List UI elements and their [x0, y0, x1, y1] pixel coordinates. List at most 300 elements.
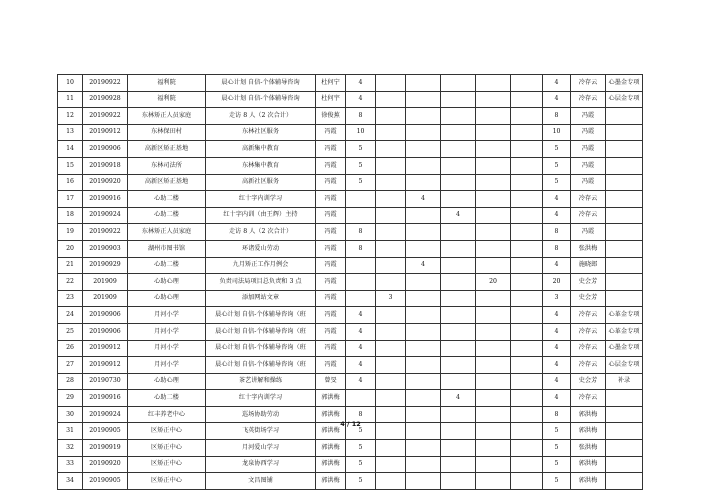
- table-cell: 15: [58, 157, 83, 174]
- table-cell: 郭洪梅: [571, 406, 606, 423]
- table-cell: [511, 141, 543, 158]
- table-cell: 冯霞: [316, 340, 346, 357]
- table-cell: 冷存云: [571, 357, 606, 374]
- table-cell: [476, 124, 511, 141]
- table-cell: 4: [406, 191, 441, 208]
- table-cell: 8: [543, 108, 571, 125]
- table-cell: 20190912: [83, 124, 128, 141]
- table-cell: 4: [346, 340, 376, 357]
- table-cell: 冷存云: [571, 91, 606, 108]
- table-cell: 施晓郎: [571, 257, 606, 274]
- table-cell: [346, 257, 376, 274]
- table-cell: [476, 390, 511, 407]
- table-cell: 20190922: [83, 224, 128, 241]
- table-cell: 高新区矫正基地: [128, 174, 206, 191]
- table-row: [58, 323, 643, 340]
- table-cell: 20190919: [83, 440, 128, 457]
- table-row: [58, 340, 643, 357]
- table-cell: [606, 440, 643, 457]
- table-cell: 晨心计划 自信-个体辅导咨询（班: [206, 340, 316, 357]
- table-cell: 20190912: [83, 357, 128, 374]
- table-row: [58, 224, 643, 241]
- table-cell: 郭洪梅: [316, 473, 346, 490]
- table-cell: [511, 224, 543, 241]
- table-cell: 冯霞: [316, 240, 346, 257]
- table-cell: [606, 274, 643, 291]
- table-cell: 20190906: [83, 323, 128, 340]
- table-cell: 红丰养老中心: [128, 406, 206, 423]
- table-cell: [476, 224, 511, 241]
- table-cell: [476, 357, 511, 374]
- table-cell: 11: [58, 91, 83, 108]
- table-cell: 郭洪梅: [571, 456, 606, 473]
- table-cell: [606, 290, 643, 307]
- table-cell: [376, 390, 406, 407]
- table-cell: 3: [543, 290, 571, 307]
- table-cell: [441, 108, 476, 125]
- table-cell: 晨心计划 自信-个体辅导咨询: [206, 75, 316, 92]
- table-cell: [476, 207, 511, 224]
- table-cell: 冯霞: [316, 290, 346, 307]
- table-row: [58, 91, 643, 108]
- table-row: [58, 108, 643, 125]
- table-row: [58, 290, 643, 307]
- table-cell: [406, 240, 441, 257]
- table-cell: [406, 307, 441, 324]
- table-cell: 心层金专项: [606, 357, 643, 374]
- table-cell: 负责司法局项目总负责和 3 点: [206, 274, 316, 291]
- table-cell: 30: [58, 406, 83, 423]
- table-cell: [376, 357, 406, 374]
- table-cell: 20190905: [83, 423, 128, 440]
- table-cell: 冷存云: [571, 323, 606, 340]
- table-cell: [476, 373, 511, 390]
- table-cell: 8: [543, 224, 571, 241]
- table-cell: [441, 456, 476, 473]
- table-cell: 郭洪梅: [316, 423, 346, 440]
- table-cell: 东林矫正人员家庭: [128, 224, 206, 241]
- table-cell: 20190906: [83, 141, 128, 158]
- table-cell: [441, 240, 476, 257]
- table-cell: [406, 124, 441, 141]
- table-cell: [511, 357, 543, 374]
- table-cell: 5: [346, 423, 376, 440]
- table-cell: 东林社区服务: [206, 124, 316, 141]
- table-cell: 东林集中教育: [206, 157, 316, 174]
- table-cell: 茶艺讲解和操练: [206, 373, 316, 390]
- table-cell: 19: [58, 224, 83, 241]
- table-cell: 26: [58, 340, 83, 357]
- table-cell: 4: [543, 390, 571, 407]
- table-cell: 5: [543, 456, 571, 473]
- table-cell: 冷存云: [571, 191, 606, 208]
- table-row: [58, 274, 643, 291]
- table-cell: [511, 207, 543, 224]
- table-cell: 郭洪梅: [571, 473, 606, 490]
- table-cell: 4: [543, 373, 571, 390]
- table-cell: 龙泉协西学习: [206, 456, 316, 473]
- table-cell: 4: [346, 323, 376, 340]
- table-cell: 5: [543, 423, 571, 440]
- table-cell: 20190916: [83, 191, 128, 208]
- table-cell: [441, 357, 476, 374]
- table-cell: 22: [58, 274, 83, 291]
- table-cell: 17: [58, 191, 83, 208]
- table-cell: [376, 440, 406, 457]
- table-cell: 20190924: [83, 406, 128, 423]
- table-cell: 心助二楼: [128, 191, 206, 208]
- table-row: [58, 473, 643, 490]
- table-cell: 区矫正中心: [128, 473, 206, 490]
- table-cell: [441, 274, 476, 291]
- table-cell: 201909: [83, 290, 128, 307]
- table-cell: 晨心计划 自信-个体辅导咨询（班: [206, 307, 316, 324]
- table-cell: [376, 323, 406, 340]
- table-cell: [476, 456, 511, 473]
- table-cell: [441, 290, 476, 307]
- table-cell: [441, 191, 476, 208]
- table-cell: 心墨金专项: [606, 75, 643, 92]
- table-cell: 区矫正中心: [128, 440, 206, 457]
- table-cell: 巡场协助劳动: [206, 406, 316, 423]
- table-cell: 5: [543, 174, 571, 191]
- table-cell: [511, 257, 543, 274]
- table-cell: [606, 207, 643, 224]
- table-cell: [376, 307, 406, 324]
- table-cell: [476, 191, 511, 208]
- table-cell: [441, 157, 476, 174]
- table-cell: [606, 124, 643, 141]
- table-cell: 4: [543, 257, 571, 274]
- table-cell: [406, 390, 441, 407]
- table-cell: 冷存云: [571, 340, 606, 357]
- table-cell: 4: [543, 75, 571, 92]
- table-row: [58, 207, 643, 224]
- table-cell: [511, 473, 543, 490]
- table-cell: [476, 307, 511, 324]
- table-cell: 冷存云: [571, 207, 606, 224]
- table-cell: [441, 91, 476, 108]
- table-cell: [406, 290, 441, 307]
- table-cell: 冯霞: [316, 274, 346, 291]
- table-cell: 20190730: [83, 373, 128, 390]
- table-cell: [376, 157, 406, 174]
- table-cell: 20190918: [83, 157, 128, 174]
- table-cell: 冯霞: [316, 141, 346, 158]
- table-cell: 8: [543, 406, 571, 423]
- table-cell: 心助二楼: [128, 207, 206, 224]
- table-cell: 环诸爱山劳动: [206, 240, 316, 257]
- table-cell: 8: [346, 240, 376, 257]
- table-cell: 冯霞: [316, 307, 346, 324]
- table-cell: 20190924: [83, 207, 128, 224]
- table-cell: [441, 473, 476, 490]
- table-cell: [511, 274, 543, 291]
- table-cell: 5: [346, 157, 376, 174]
- table-cell: 20190912: [83, 340, 128, 357]
- table-cell: 冷存云: [571, 75, 606, 92]
- table-cell: 走访 8 人（2 次合计）: [206, 224, 316, 241]
- table-cell: [476, 340, 511, 357]
- table-cell: 冯霞: [571, 108, 606, 125]
- table-cell: [476, 257, 511, 274]
- table-cell: [441, 307, 476, 324]
- table-cell: 20190922: [83, 108, 128, 125]
- table-cell: 4: [441, 207, 476, 224]
- table-cell: 东林保田村: [128, 124, 206, 141]
- table-cell: [476, 91, 511, 108]
- table-cell: 33: [58, 456, 83, 473]
- table-cell: [376, 240, 406, 257]
- table-cell: [606, 240, 643, 257]
- table-cell: [376, 91, 406, 108]
- table-cell: 曾旻: [316, 373, 346, 390]
- table-cell: [376, 257, 406, 274]
- table-cell: [441, 75, 476, 92]
- table-cell: 东林矫正人员家庭: [128, 108, 206, 125]
- table-cell: 东林司法所: [128, 157, 206, 174]
- table-cell: [406, 91, 441, 108]
- table-cell: 冯霞: [571, 224, 606, 241]
- table-cell: [376, 274, 406, 291]
- table-cell: 区矫正中心: [128, 423, 206, 440]
- table-cell: [476, 108, 511, 125]
- table-row: [58, 191, 643, 208]
- table-cell: 20190920: [83, 174, 128, 191]
- table-cell: [406, 274, 441, 291]
- table-cell: 8: [346, 108, 376, 125]
- table-cell: 月河小学: [128, 323, 206, 340]
- table-cell: [476, 290, 511, 307]
- table-cell: 4: [543, 91, 571, 108]
- table-cell: [406, 157, 441, 174]
- table-cell: [441, 340, 476, 357]
- table-cell: 九月矫正工作月例会: [206, 257, 316, 274]
- table-cell: 飞英街场学习: [206, 423, 316, 440]
- table-row: [58, 357, 643, 374]
- page-number: 4 / 12: [340, 420, 361, 428]
- table-cell: 5: [346, 456, 376, 473]
- table-cell: [441, 323, 476, 340]
- table-cell: 心革金专项: [606, 307, 643, 324]
- table-cell: [406, 207, 441, 224]
- table-cell: [406, 357, 441, 374]
- table-cell: [376, 224, 406, 241]
- table-cell: [376, 473, 406, 490]
- table-cell: 红十字内训（由王辉）主持: [206, 207, 316, 224]
- table-cell: 冯霞: [316, 323, 346, 340]
- table-cell: 冷存云: [571, 390, 606, 407]
- table-cell: [511, 390, 543, 407]
- table-cell: [511, 340, 543, 357]
- table-cell: 史会芳: [571, 373, 606, 390]
- table-cell: 5: [346, 440, 376, 457]
- table-cell: [441, 124, 476, 141]
- table-cell: 4: [441, 390, 476, 407]
- table-cell: 冯霞: [316, 157, 346, 174]
- table-cell: [511, 124, 543, 141]
- table-cell: 郭洪梅: [316, 390, 346, 407]
- table-cell: 晨心计划 自信-个体辅导咨询（班: [206, 357, 316, 374]
- table-cell: [376, 75, 406, 92]
- table-cell: 冯霞: [316, 191, 346, 208]
- table-cell: 冯霞: [316, 357, 346, 374]
- table-cell: 21: [58, 257, 83, 274]
- table-cell: 4: [543, 340, 571, 357]
- table-cell: [406, 141, 441, 158]
- table-cell: 20190928: [83, 91, 128, 108]
- table-cell: [376, 373, 406, 390]
- table-cell: [346, 290, 376, 307]
- table-cell: 32: [58, 440, 83, 457]
- table-cell: 201909: [83, 274, 128, 291]
- table-cell: 心助二楼: [128, 390, 206, 407]
- table-cell: 12: [58, 108, 83, 125]
- table-cell: 27: [58, 357, 83, 374]
- table-cell: 4: [346, 91, 376, 108]
- table-cell: [346, 191, 376, 208]
- table-cell: 10: [58, 75, 83, 92]
- table-cell: 心墨金专项: [606, 340, 643, 357]
- table-cell: 张洪梅: [571, 440, 606, 457]
- table-cell: 福利院: [128, 75, 206, 92]
- table-cell: [606, 456, 643, 473]
- table-cell: 晨心计划 自信-个体辅导咨询: [206, 91, 316, 108]
- table-cell: [406, 373, 441, 390]
- table-cell: 3: [376, 290, 406, 307]
- table-cell: 冷存云: [571, 307, 606, 324]
- table-cell: 史会芳: [571, 274, 606, 291]
- table-cell: 添加网站文章: [206, 290, 316, 307]
- table-cell: 5: [543, 473, 571, 490]
- table-cell: [376, 108, 406, 125]
- table-cell: 文昌图铺: [206, 473, 316, 490]
- table-cell: [346, 274, 376, 291]
- table-cell: 冯霞: [571, 174, 606, 191]
- table-cell: 冯霞: [571, 124, 606, 141]
- table-cell: [606, 174, 643, 191]
- table-cell: 4: [346, 307, 376, 324]
- table-cell: 5: [346, 174, 376, 191]
- table-row: [58, 456, 643, 473]
- table-cell: [376, 456, 406, 473]
- table-cell: [406, 323, 441, 340]
- table-cell: [346, 207, 376, 224]
- table-cell: 10: [346, 124, 376, 141]
- table-cell: [346, 390, 376, 407]
- table-cell: 走访 8 人（2 次合计）: [206, 108, 316, 125]
- table-cell: 月河小学: [128, 340, 206, 357]
- table-cell: [476, 473, 511, 490]
- table-cell: 杜何宇: [316, 91, 346, 108]
- table-cell: 23: [58, 290, 83, 307]
- table-cell: 郭洪梅: [316, 456, 346, 473]
- table-cell: [476, 141, 511, 158]
- table-cell: 4: [406, 257, 441, 274]
- table-cell: 20: [543, 274, 571, 291]
- table-cell: [406, 174, 441, 191]
- table-cell: [476, 240, 511, 257]
- table-cell: 20190903: [83, 240, 128, 257]
- table-cell: 冯霞: [571, 141, 606, 158]
- table-cell: [511, 191, 543, 208]
- table-cell: 4: [543, 307, 571, 324]
- table-cell: [476, 75, 511, 92]
- table-row: [58, 440, 643, 457]
- table-cell: 心助心理: [128, 290, 206, 307]
- table-cell: [376, 207, 406, 224]
- table-cell: [441, 373, 476, 390]
- table-cell: 31: [58, 423, 83, 440]
- table-cell: 10: [543, 124, 571, 141]
- table-cell: 冯霞: [316, 174, 346, 191]
- table-cell: 心助心理: [128, 373, 206, 390]
- table-row: [58, 373, 643, 390]
- table-cell: 5: [543, 141, 571, 158]
- table-cell: [511, 108, 543, 125]
- table-cell: 14: [58, 141, 83, 158]
- table-cell: 20190922: [83, 75, 128, 92]
- table-cell: 20190906: [83, 307, 128, 324]
- table-cell: 28: [58, 373, 83, 390]
- table-cell: [441, 141, 476, 158]
- table-cell: [606, 473, 643, 490]
- table-cell: 冯霞: [316, 224, 346, 241]
- table-cell: [476, 157, 511, 174]
- table-cell: 18: [58, 207, 83, 224]
- table-cell: 月河小学: [128, 307, 206, 324]
- table-cell: [511, 157, 543, 174]
- table-cell: [376, 141, 406, 158]
- table-cell: 4: [543, 207, 571, 224]
- table-cell: 冯霞: [571, 157, 606, 174]
- table-cell: 郭洪梅: [571, 423, 606, 440]
- table-cell: [441, 174, 476, 191]
- table-cell: [376, 340, 406, 357]
- table-cell: 区矫正中心: [128, 456, 206, 473]
- table-cell: 20190916: [83, 390, 128, 407]
- table-cell: [511, 174, 543, 191]
- table-cell: [476, 323, 511, 340]
- table-row: [58, 141, 643, 158]
- table-cell: [606, 191, 643, 208]
- table-cell: 20190929: [83, 257, 128, 274]
- table-cell: 4: [543, 323, 571, 340]
- table-cell: 张洪梅: [571, 240, 606, 257]
- table-cell: 红十字内训学习: [206, 390, 316, 407]
- table-cell: 冯霞: [316, 257, 346, 274]
- table-row: [58, 157, 643, 174]
- table-cell: [441, 440, 476, 457]
- table-row: [58, 75, 643, 92]
- table-cell: [606, 257, 643, 274]
- table-cell: 4: [346, 357, 376, 374]
- table-cell: 20190905: [83, 473, 128, 490]
- table-cell: [511, 290, 543, 307]
- table-cell: 16: [58, 174, 83, 191]
- table-cell: 34: [58, 473, 83, 490]
- table-cell: 8: [346, 406, 376, 423]
- table-cell: [606, 390, 643, 407]
- table-cell: 郭洪梅: [316, 406, 346, 423]
- table-cell: 晨心计划 自信-个体辅导咨询（班: [206, 323, 316, 340]
- table-cell: [606, 141, 643, 158]
- table-row: [58, 124, 643, 141]
- table-cell: 5: [543, 157, 571, 174]
- table-cell: 25: [58, 323, 83, 340]
- table-cell: [406, 108, 441, 125]
- table-cell: 24: [58, 307, 83, 324]
